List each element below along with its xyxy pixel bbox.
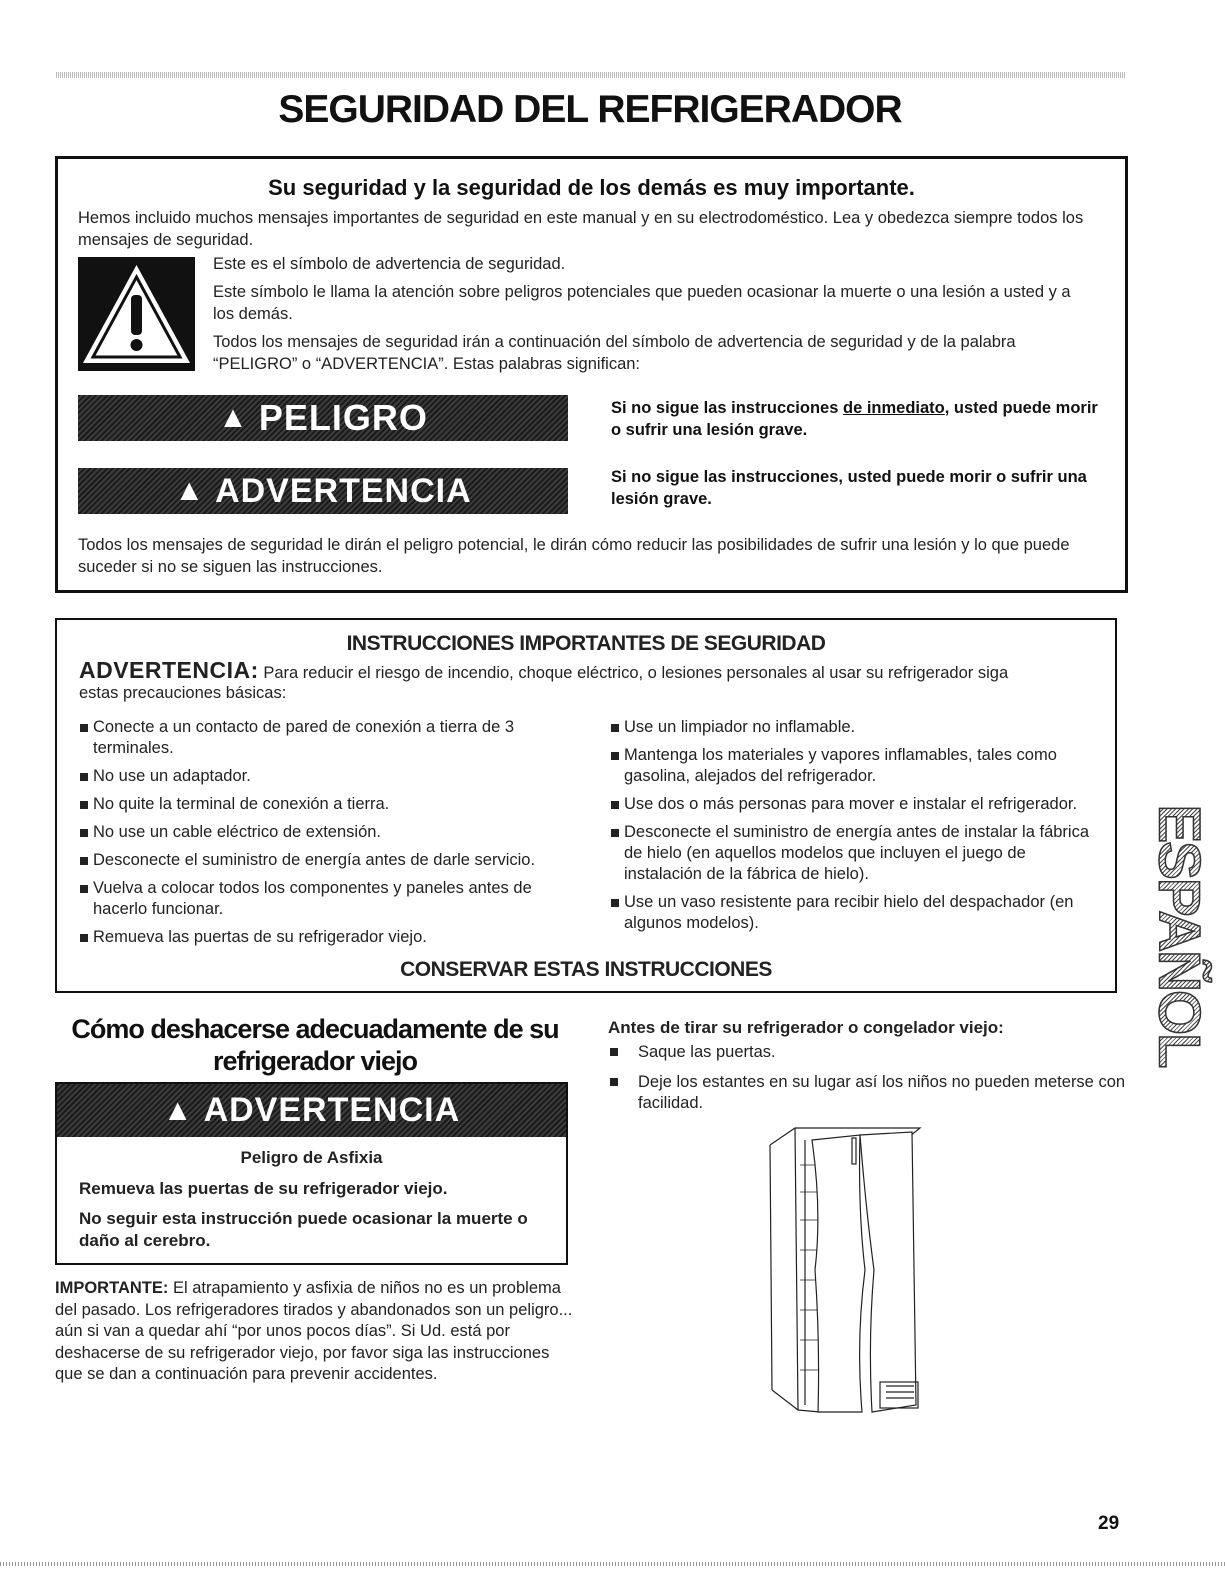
page-title: SEGURIDAD DEL REFRIGERADOR [278, 88, 902, 131]
disposal-title: Cómo deshacerse adecuadamente de su refrigerador viejo [71, 1014, 559, 1076]
list-item: Saque las puertas. [608, 1042, 1128, 1063]
list-item: Use un vaso resistente para recibir hielo del despachador (en algunos modelos). [610, 892, 1105, 934]
symbol-paragraph-1: Este es el símbolo de advertencia de seguridad. [213, 255, 566, 273]
list-item: Deje los estantes en su lugar así los niños no pueden meterse con facilidad. [608, 1072, 1128, 1114]
page-number: 29 [1098, 1513, 1120, 1534]
hazard-line-2: No seguir esta instrucción puede ocasionar la muerte o daño al cerebro. [79, 1209, 528, 1250]
list-item: Remueva las puertas de su refrigerador viejo. [79, 927, 589, 948]
before-disposal-heading: Antes de tirar su refrigerador o congelador viejo: [608, 1018, 1004, 1037]
list-item: No use un cable eléctrico de extensión. [79, 822, 589, 843]
list-item: No use un adaptador. [79, 766, 589, 787]
instructions-warning: ADVERTENCIA: Para reducir el riesgo de incendio, choque eléctrico, o lesiones personales al usar su refrigerador siga estas precauciones básicas: [79, 657, 1009, 702]
before-disposal-list [608, 1042, 1128, 1123]
advertencia-label: ADVERTENCIA [215, 471, 472, 510]
peligro-description: Si no sigue las instrucciones de inmediato, usted puede morir o sufrir una lesión grave. [611, 399, 1098, 439]
asfixia-warning-box [55, 1082, 568, 1265]
instructions-heading: INSTRUCCIONES IMPORTANTES DE SEGURIDAD [346, 632, 826, 655]
list-item: Conecte a un contacto de pared de conexión a tierra de 3 terminales. [79, 717, 589, 759]
advertencia-description: Si no sigue las instrucciones, usted puede morir o sufrir una lesión grave. [611, 468, 1087, 508]
advertencia-label: ADVERTENCIA [203, 1091, 461, 1129]
safety-closing: Todos los mensajes de seguridad le dirán el peligro potencial, le dirán cómo reducir las posibilidades de sufrir una lesión y lo que puede suceder si no se siguen las instrucciones. [78, 536, 1070, 576]
refrigerator-illustration [760, 1120, 940, 1420]
peligro-signal [78, 395, 568, 441]
language-label: ESPAÑOL [1146, 803, 1212, 1067]
list-item: Use dos o más personas para mover e instalar el refrigerador. [610, 794, 1105, 815]
advertencia-signal [78, 468, 568, 514]
hazard-title: Peligro de Asfixia [240, 1148, 383, 1167]
safety-box [55, 156, 1128, 593]
alert-triangle-icon: ▲ [162, 1093, 194, 1127]
symbol-paragraph-2: Este símbolo le llama la atención sobre peligros potenciales que pueden ocasionar la muerte o una lesión a usted y a los demás. [213, 283, 1071, 323]
list-item: Desconecte el suministro de energía antes de darle servicio. [79, 850, 589, 871]
list-item: Vuelva a colocar todos los componentes y paneles antes de hacerlo funcionar. [79, 878, 589, 920]
top-rule [56, 72, 1126, 78]
advertencia-signal [57, 1084, 566, 1137]
language-side-tab [1146, 803, 1212, 1067]
list-item: No quite la terminal de conexión a tierra. [79, 794, 589, 815]
instructions-box [55, 618, 1117, 993]
right-precautions-list [610, 717, 1105, 941]
list-item: Desconecte el suministro de energía antes de instalar la fábrica de hielo (en aquellos modelos que incluyen el juego de instalación de la fábrica de hielo). [610, 822, 1105, 885]
list-item: Mantenga los materiales y vapores inflamables, tales como gasolina, alejados del refrigerador. [610, 745, 1105, 787]
list-item: Use un limpiador no inflamable. [610, 717, 1105, 738]
hazard-line-1: Remueva las puertas de su refrigerador viejo. [79, 1179, 448, 1198]
left-precautions-list [79, 717, 589, 955]
symbol-paragraph-3: Todos los mensajes de seguridad irán a continuación del símbolo de advertencia de seguridad y de la palabra “PELIGRO” o “ADVERTENCIA”. Estas palabras significan: [213, 333, 1016, 373]
safety-subtitle: Su seguridad y la seguridad de los demás es muy importante. [268, 175, 915, 200]
bottom-rule [0, 1562, 1225, 1566]
instructions-footer: CONSERVAR ESTAS INSTRUCCIONES [400, 958, 772, 981]
safety-intro: Hemos incluido muchos mensajes importantes de seguridad en este manual y en su electrodoméstico. Lea y obedezca siempre todos los mensajes de seguridad. [78, 209, 1084, 249]
peligro-label: PELIGRO [258, 397, 428, 438]
importante-paragraph: IMPORTANTE: El atrapamiento y asfixia de niños no es un problema del pasado. Los refrigeradores tirados y abandonados son un peligro... aún si van a quedar ahí “por unos pocos días”. Si Ud. está por deshacerse de su refrigerador viejo, por favor siga las instrucciones que se dan a continuación para prevenir accidentes. [55, 1279, 573, 1383]
alert-triangle-icon: ▲ [174, 474, 206, 507]
safety-alert-symbol-icon [78, 257, 195, 371]
alert-triangle-icon: ▲ [218, 401, 249, 434]
